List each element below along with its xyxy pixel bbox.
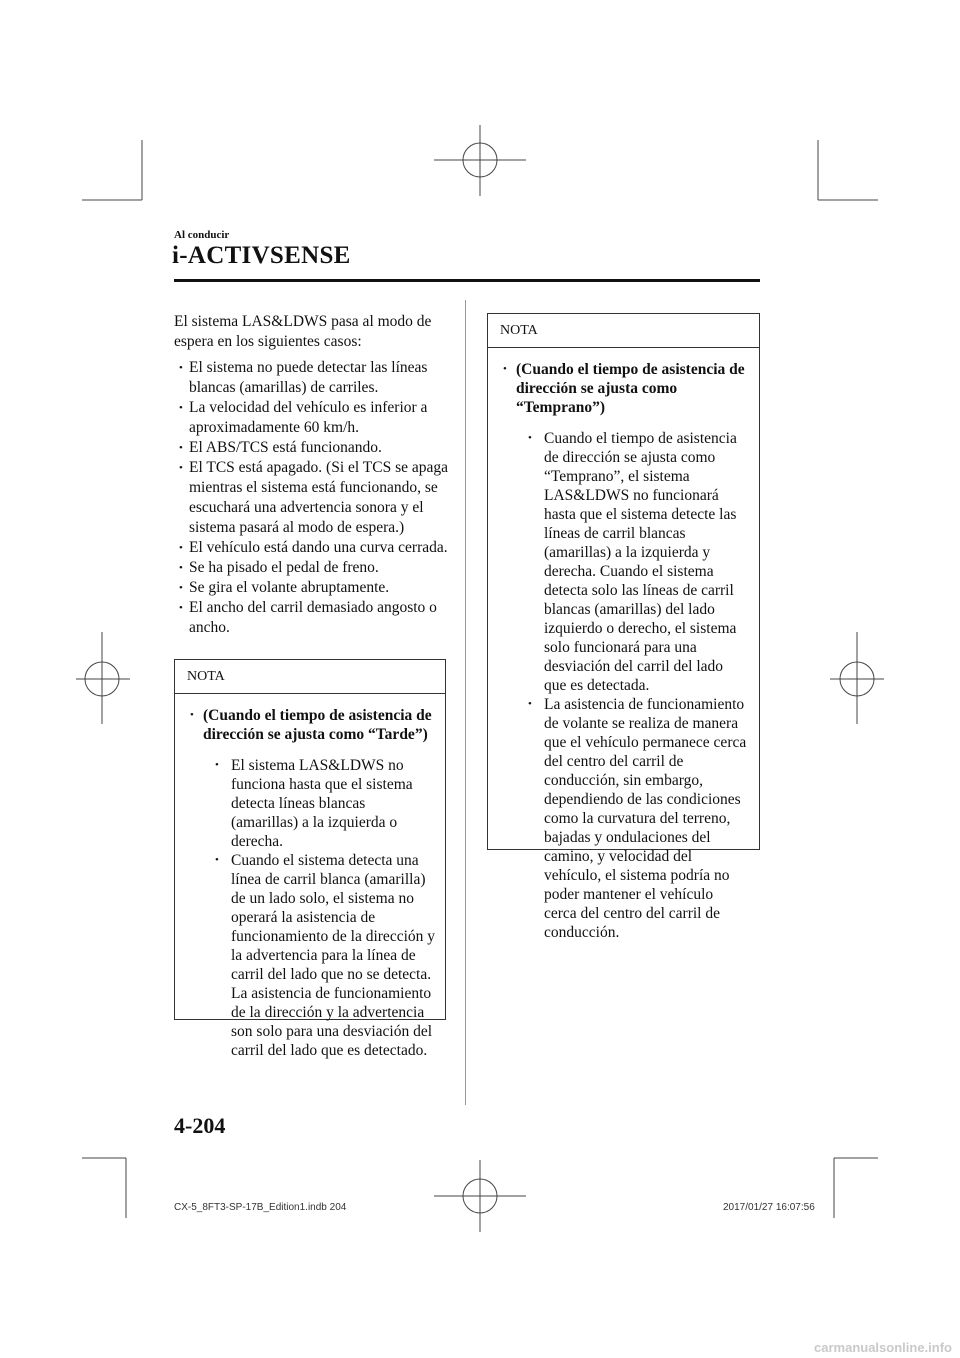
standby-conditions-list	[174, 358, 449, 638]
print-timestamp: 2017/01/27 16:07:56	[723, 1202, 815, 1213]
page-number: 4-204	[174, 1113, 226, 1138]
note-heading: NOTA	[488, 314, 759, 348]
section-label: Al conducir	[174, 229, 230, 241]
list-item: • El TCS está apagado. (Si el TCS se apaga mientras el sistema está funcionando, se escuchará una advertencia sonora y el sistema pasará al modo de espera.)	[174, 458, 449, 538]
list-item: • Cuando el sistema detecta una línea de carril blanca (amarilla) de un lado solo, el sistema no operará la asistencia de funcionamiento de la dirección y la advertencia para la línea de carril del lado que no se detecta. La asistencia de funcionamiento de la dirección y la advertencia son solo para una desviación del carril del lado que es detectado.	[215, 851, 435, 1060]
title-rule	[174, 279, 760, 282]
note-box-late	[174, 659, 446, 1059]
list-item: • Se ha pisado el pedal de freno.	[174, 558, 449, 578]
note-subtitle: • (Cuando el tiempo de asistencia de dirección se ajusta como “Tarde”)	[189, 706, 435, 744]
list-item: • El vehículo está dando una curva cerrada.	[174, 538, 449, 558]
note-subtitle: • (Cuando el tiempo de asistencia de dirección se ajusta como “Temprano”)	[502, 360, 749, 417]
note-box-early	[487, 313, 760, 941]
note-list	[189, 756, 435, 1060]
list-item: • El sistema LAS&LDWS no funciona hasta que el sistema detecta líneas blancas (amarillas) a la izquierda o derecha.	[215, 756, 435, 851]
watermark: carmanualsonline.info	[814, 1340, 952, 1355]
list-item: • El ABS/TCS está funcionando.	[174, 438, 449, 458]
list-item: • La asistencia de funcionamiento de volante se realiza de manera que el vehículo permanece cerca del centro del carril de conducción, sin embargo, dependiendo de las condiciones como la curvatura del terreno, bajadas y ondulaciones del camino, y velocidad del vehículo, el sistema podría no poder mantener el vehículo cerca del centro del carril de conducción.	[528, 695, 749, 942]
intro-paragraph: El sistema LAS&LDWS pasa al modo de espera en los siguientes casos:	[174, 313, 432, 350]
list-item: • La velocidad del vehículo es inferior a aproximadamente 60 km/h.	[174, 398, 449, 438]
note-list	[502, 429, 749, 942]
list-item: • El sistema no puede detectar las líneas blancas (amarillas) de carriles.	[174, 358, 449, 398]
list-item: • El ancho del carril demasiado angosto o ancho.	[174, 598, 449, 638]
list-item: • Se gira el volante abruptamente.	[174, 578, 449, 598]
page-title: i-ACTIVSENSE	[172, 242, 351, 269]
list-item: • Cuando el tiempo de asistencia de dirección se ajusta como “Temprano”, el sistema LAS&LDWS no funcionará hasta que el sistema detecte las líneas de carril blancas (amarillas) a la izquierda y derecha. Cuando el sistema detecta solo las líneas de carril blancas (amarillas) del lado izquierdo o derecho, el sistema solo funcionará para una desviación del carril del lado que es detectada.	[528, 429, 749, 695]
intro-block	[174, 312, 449, 638]
note-body	[488, 348, 759, 952]
note-body	[175, 694, 445, 1070]
column-divider	[465, 300, 466, 1105]
print-file-info: CX-5_8FT3-SP-17B_Edition1.indb 204	[174, 1202, 347, 1213]
note-heading: NOTA	[175, 660, 445, 694]
